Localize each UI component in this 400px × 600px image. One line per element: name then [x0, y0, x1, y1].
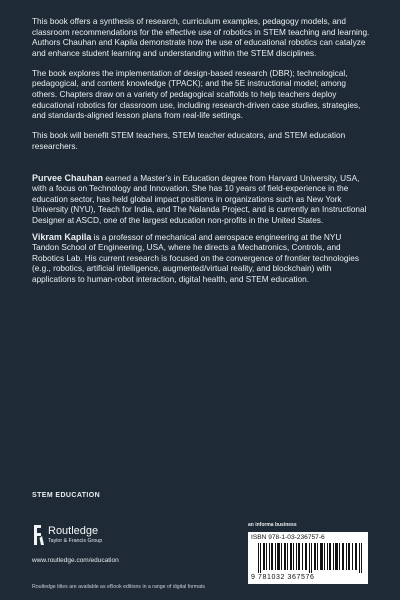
author-bio-2	[32, 232, 370, 286]
publisher-subtitle: Taylor & Francis Group	[48, 538, 103, 544]
category-label: STEM EDUCATION	[32, 492, 101, 499]
informa-label: an informa business	[248, 522, 297, 528]
author-name-1: Purvee Chauhan	[32, 172, 104, 183]
summary-paragraph-2: The book explores the implementation of design-based research (DBR); technological, pedagogical, and content knowledge (TPACK); and the 5E instructional model; among others. Chapters draw on a variety of pedagogical scaffolds to help teachers deploy educational robotics for classroom use, including research-driven case studies, strategies, and standards-aligned lesson plans from real-life settings.	[32, 68, 361, 121]
summary-paragraph-1: This book offers a synthesis of research, curriculum examples, pedagogy models, and classroom recommendations for the effective use of robotics in STEM teaching and learning. Authors Chauhan and Kapila demonstrate how the use of educational robotics can catalyze and enhance student learning and understanding within the STEM disciplines.	[32, 17, 370, 58]
publisher-logo	[32, 524, 172, 550]
author-bio-text-2: is a professor of mechanical and aerospace engineering at the NYU Tandon School of Engineering, USA, where he directs a Mechatronics, Controls, and Robotics Lab. His current research is focused on the convergence of frontier technologies (e.g., robotics, artificial intelligence, augmented/virtual reality, and blockchain) with applications to human-robot interaction, digital health, and STEM education.	[32, 232, 359, 284]
isbn-text: ISBN 978-1-03-236757-6	[251, 534, 325, 541]
author-name-2: Vikram Kapila	[32, 231, 92, 242]
ebook-footnote: Routledge titles are available as eBook editions in a range of digital formats	[32, 584, 206, 590]
author-bio-1	[32, 173, 370, 227]
summary-paragraph-3: This book will benefit STEM teachers, STEM teacher educators, and STEM education researchers.	[32, 131, 346, 151]
barcode-panel	[248, 532, 368, 584]
routledge-logo-icon	[32, 524, 44, 546]
back-cover-text	[32, 17, 370, 290]
barcode-number: 9 781032 367576	[251, 574, 315, 581]
publisher-name: Routledge	[48, 525, 99, 537]
barcode	[258, 543, 364, 573]
publisher-url[interactable]: www.routledge.com/education	[32, 557, 119, 564]
author-bio-text-1: earned a Master’s in Education degree from Harvard University, USA, with a focus on Technology and Innovation. She has 10 years of field-experience in the education sector, has held global impact positions in organizations such as New York University (NYU), Teach for India, and The Nalanda Project, and is currently an Instructional Designer at ASCD, one of the largest education non-profits in the United States.	[32, 173, 367, 225]
